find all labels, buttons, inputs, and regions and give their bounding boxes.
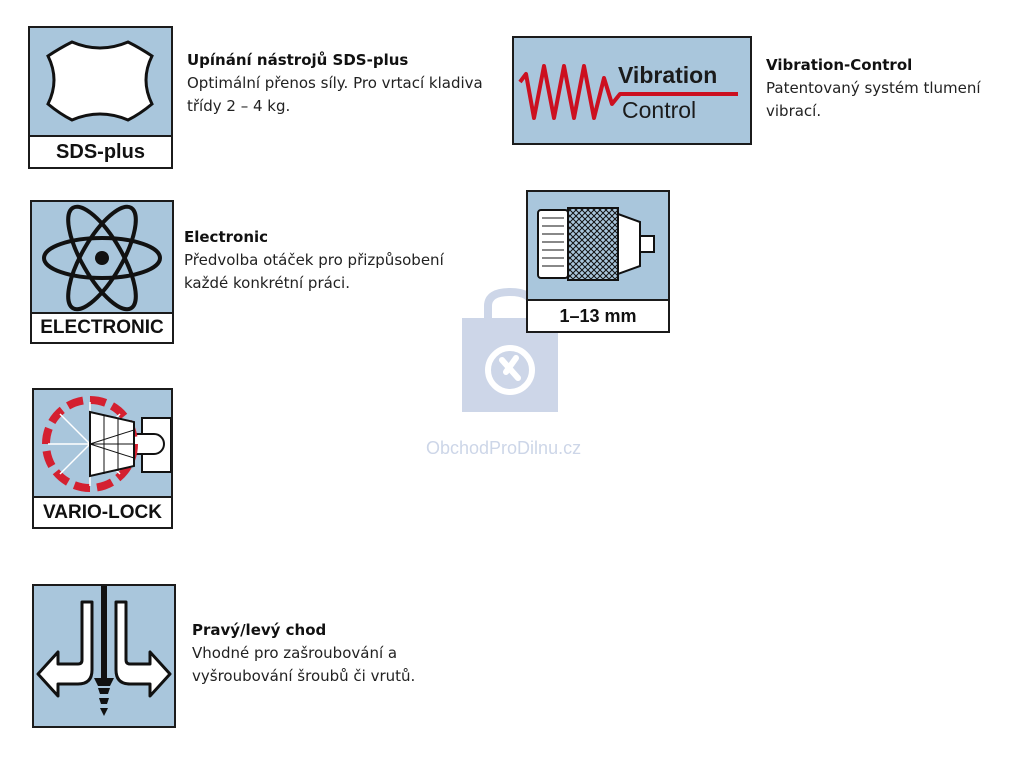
feature-text-line: Předvolba otáček pro přizpůsobení [184,251,444,269]
vario-lock-badge [32,388,173,529]
badge-label: VARIO-LOCK [34,496,171,527]
feature-text-line: třídy 2 – 4 kg. [187,97,291,115]
feature-electronic [184,226,444,295]
control-word: Control [622,97,697,123]
vibration-wave-icon [514,38,750,143]
rotation-badge [32,584,176,728]
watermark-text: ObchodProDilnu.cz [426,438,582,458]
sds-plus-chuck-icon [30,28,171,138]
vario-lock-icon [34,390,171,498]
drill-chuck-icon [528,192,668,302]
vibration-word: Vibration [618,62,718,88]
badge-label: SDS-plus [30,135,171,167]
feature-text-line: vyšroubování šroubů či vrutů. [192,667,416,685]
screw-direction-arrows-icon [34,586,174,726]
feature-title: Upínání nástrojů SDS-plus [187,51,409,69]
electronic-badge [30,200,174,344]
feature-title: Pravý/levý chod [192,621,327,639]
badge-label: 1–13 mm [528,299,668,331]
feature-vibration-control [766,54,981,123]
feature-text-line: každé konkrétní práci. [184,274,350,292]
feature-rotation [192,619,415,688]
feature-sds-plus [187,49,483,118]
feature-text-line: Optimální přenos síly. Pro vrtací kladiva [187,74,483,92]
vibration-control-badge [512,36,752,145]
feature-text-line: Vhodné pro zašroubování a [192,644,398,662]
feature-title: Vibration-Control [766,56,913,74]
feature-title: Electronic [184,228,269,246]
chuck-size-badge [526,190,670,333]
badge-label: ELECTRONIC [32,312,172,342]
feature-text-line: Patentovaný systém tlumení [766,79,981,97]
atom-icon [32,202,172,314]
feature-text-line: vibrací. [766,102,822,120]
sds-plus-badge [28,26,173,169]
